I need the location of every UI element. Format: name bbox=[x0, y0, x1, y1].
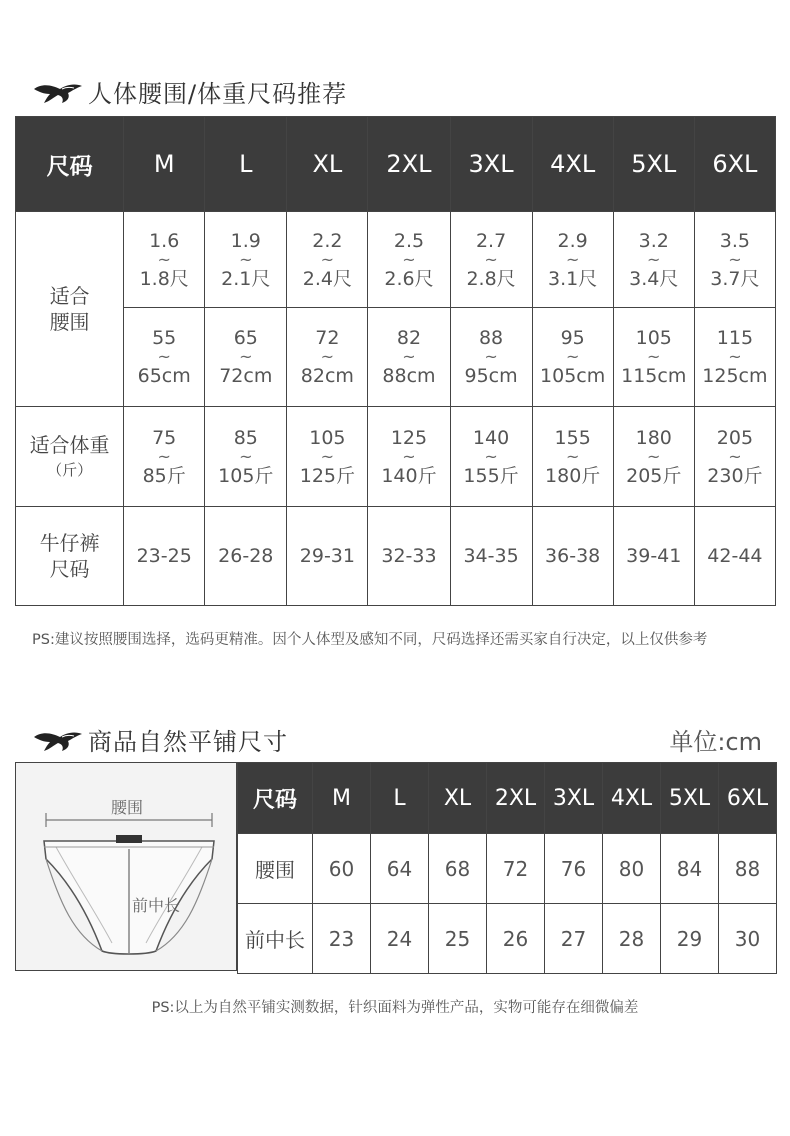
header-size-4xl: 4XL bbox=[532, 117, 613, 212]
jeans-cell: 29-31 bbox=[287, 507, 368, 606]
waist-chi-cell: 3.5 ~ 3.7尺 bbox=[694, 212, 775, 308]
weight-unit: （斤） bbox=[47, 460, 93, 479]
waist-cell: 72 bbox=[487, 834, 545, 904]
weight-row-label: 适合体重 （斤） bbox=[16, 407, 124, 507]
waist-chi-cell: 3.2 ~ 3.4尺 bbox=[613, 212, 694, 308]
waist-row-label: 腰围 bbox=[238, 834, 313, 904]
waist-cm-cell: 115 ~ 125cm bbox=[694, 308, 775, 407]
weight-cell: 180 ~ 205斤 bbox=[613, 407, 694, 507]
waist-cell: 60 bbox=[313, 834, 371, 904]
horse-logo-icon bbox=[32, 77, 84, 107]
section1-note: PS:建议按照腰围选择，选码更精准。因个人体型及感知不同，尺码选择还需买家自行决定，以上仅供参考 bbox=[32, 632, 708, 648]
header-size-2xl: 2XL bbox=[368, 117, 450, 212]
header-size-label: 尺码 bbox=[238, 763, 313, 834]
front-length-cell: 23 bbox=[313, 904, 371, 974]
waist-chi-cell: 2.9 ~ 3.1尺 bbox=[532, 212, 613, 308]
section2-title-text: 商品自然平铺尺寸 bbox=[88, 728, 288, 756]
waist-chi-cell: 2.2 ~ 2.4尺 bbox=[287, 212, 368, 308]
jeans-cell: 32-33 bbox=[368, 507, 450, 606]
header-size-5xl: 5XL bbox=[661, 763, 719, 834]
horse-logo-icon bbox=[32, 725, 84, 755]
waist-cell: 68 bbox=[429, 834, 487, 904]
weight-cell: 75 ~ 85斤 bbox=[124, 407, 205, 507]
figure-front-length-label: 前中长 bbox=[132, 896, 181, 915]
waist-cell: 84 bbox=[661, 834, 719, 904]
header-size-xl: XL bbox=[429, 763, 487, 834]
jeans-cell: 42-44 bbox=[694, 507, 775, 606]
waist-cm-cell: 95 ~ 105cm bbox=[532, 308, 613, 407]
waist-row-label: 适合 腰围 bbox=[16, 212, 124, 407]
section2-note: PS:以上为自然平铺实测数据，针织面料为弹性产品，实物可能存在细微偏差 bbox=[151, 1000, 639, 1016]
front-length-cell: 28 bbox=[603, 904, 661, 974]
waist-chi-cell: 1.6 ~ 1.8尺 bbox=[124, 212, 205, 308]
waist-cell: 76 bbox=[545, 834, 603, 904]
table-row-front-length bbox=[238, 904, 777, 974]
jeans-cell: 36-38 bbox=[532, 507, 613, 606]
table-row-waist-cm bbox=[16, 308, 776, 407]
header-size-2xl: 2XL bbox=[487, 763, 545, 834]
waist-cell: 88 bbox=[719, 834, 777, 904]
waist-chi-cell: 2.5 ~ 2.6尺 bbox=[368, 212, 450, 308]
table-header-row bbox=[238, 763, 777, 834]
header-size-3xl: 3XL bbox=[545, 763, 603, 834]
waist-cell: 80 bbox=[603, 834, 661, 904]
section1-title-text: 人体腰围/体重尺码推荐 bbox=[88, 80, 348, 108]
header-size-3xl: 3XL bbox=[450, 117, 532, 212]
header-size-m: M bbox=[313, 763, 371, 834]
jeans-cell: 26-28 bbox=[205, 507, 287, 606]
body-size-recommendation-table bbox=[15, 116, 776, 606]
waist-cm-cell: 105 ~ 115cm bbox=[613, 308, 694, 407]
garment-figure bbox=[15, 762, 237, 971]
waist-chi-cell: 2.7 ~ 2.8尺 bbox=[450, 212, 532, 308]
header-size-label: 尺码 bbox=[16, 117, 124, 212]
jeans-cell: 34-35 bbox=[450, 507, 532, 606]
jeans-cell: 39-41 bbox=[613, 507, 694, 606]
table-row-waist bbox=[238, 834, 777, 904]
section1-title bbox=[32, 74, 347, 109]
waist-cm-cell: 55 ~ 65cm bbox=[124, 308, 205, 407]
header-size-5xl: 5XL bbox=[613, 117, 694, 212]
weight-cell: 85 ~ 105斤 bbox=[205, 407, 287, 507]
front-length-cell: 25 bbox=[429, 904, 487, 974]
figure-waist-label: 腰围 bbox=[110, 798, 143, 817]
table-header-row bbox=[16, 117, 776, 212]
front-length-cell: 30 bbox=[719, 904, 777, 974]
waist-chi-cell: 1.9 ~ 2.1尺 bbox=[205, 212, 287, 308]
header-size-6xl: 6XL bbox=[719, 763, 777, 834]
header-size-6xl: 6XL bbox=[694, 117, 775, 212]
waist-cm-cell: 65 ~ 72cm bbox=[205, 308, 287, 407]
jeans-cell: 23-25 bbox=[124, 507, 205, 606]
waist-cell: 64 bbox=[371, 834, 429, 904]
front-length-cell: 26 bbox=[487, 904, 545, 974]
waist-cm-cell: 72 ~ 82cm bbox=[287, 308, 368, 407]
unit-label: 单位:cm bbox=[669, 728, 762, 756]
weight-cell: 155 ~ 180斤 bbox=[532, 407, 613, 507]
weight-cell: 125 ~ 140斤 bbox=[368, 407, 450, 507]
weight-cell: 105 ~ 125斤 bbox=[287, 407, 368, 507]
weight-cell: 140 ~ 155斤 bbox=[450, 407, 532, 507]
section2-title bbox=[32, 722, 288, 757]
front-length-row-label: 前中长 bbox=[238, 904, 313, 974]
garment-measurement-table bbox=[237, 762, 777, 974]
front-length-cell: 24 bbox=[371, 904, 429, 974]
header-size-4xl: 4XL bbox=[603, 763, 661, 834]
table-row-weight bbox=[16, 407, 776, 507]
header-size-l: L bbox=[371, 763, 429, 834]
waist-cm-cell: 82 ~ 88cm bbox=[368, 308, 450, 407]
header-size-xl: XL bbox=[287, 117, 368, 212]
header-size-m: M bbox=[124, 117, 205, 212]
table-row-jeans bbox=[16, 507, 776, 606]
jeans-row-label: 牛仔裤 尺码 bbox=[16, 507, 124, 606]
table-row-waist-chi bbox=[16, 212, 776, 308]
front-length-cell: 29 bbox=[661, 904, 719, 974]
front-length-cell: 27 bbox=[545, 904, 603, 974]
header-size-l: L bbox=[205, 117, 287, 212]
waist-cm-cell: 88 ~ 95cm bbox=[450, 308, 532, 407]
weight-cell: 205 ~ 230斤 bbox=[694, 407, 775, 507]
